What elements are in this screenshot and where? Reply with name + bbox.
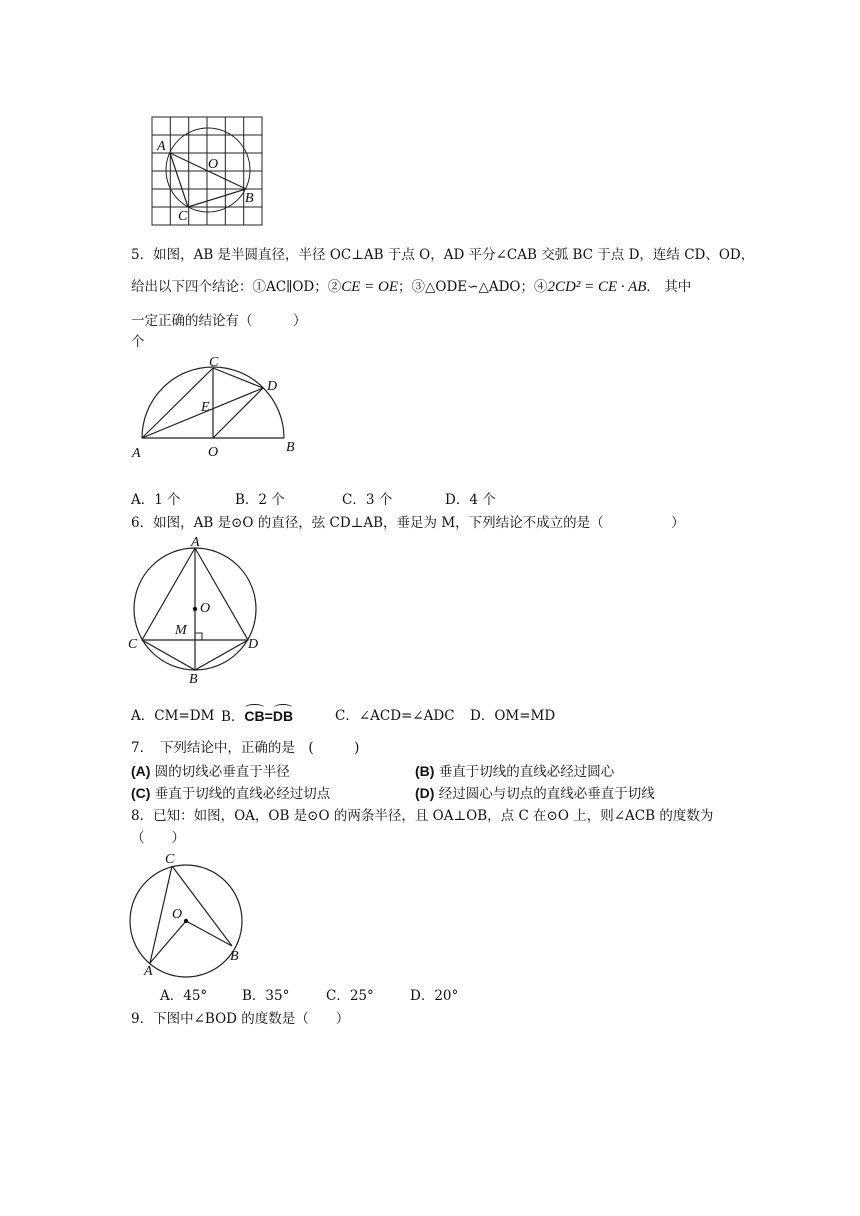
q6-option-d: D．OM=MD (470, 708, 556, 724)
grid-label-b: B (245, 191, 254, 206)
grid-label-o: O (208, 157, 219, 172)
q5-line4: 个 (131, 334, 145, 350)
c6-label-d: D (248, 637, 259, 652)
q5-option-a: A．1 个 (131, 492, 181, 508)
c8-label-b: B (230, 949, 239, 964)
arc-cb: CB (244, 708, 265, 724)
c6-label-m: M (175, 623, 187, 638)
c8-label-c: C (165, 852, 175, 867)
semi-label-a: A (132, 446, 141, 461)
q5-option-d: D．4 个 (445, 492, 496, 508)
q5-formula-cd: 2CD² = CE · AB (547, 279, 647, 295)
q7-b-text: 垂直于切线的直线必经过圆心 (434, 764, 615, 780)
grid-circle-figure (148, 114, 266, 228)
q5-line2 (131, 278, 691, 296)
q6-option-b-prefix: B． (221, 709, 245, 725)
c6-label-c: C (128, 637, 138, 652)
semi-label-e: E (201, 400, 210, 415)
c6-label-a: A (191, 535, 200, 550)
q7-a-tag: (A) (131, 763, 151, 779)
arc-equals: = (264, 708, 273, 724)
c6-label-o: O (200, 601, 211, 616)
semi-label-d: D (267, 379, 278, 394)
circle8-figure (124, 847, 250, 979)
q7-option-a (131, 762, 290, 781)
grid-label-c: C (178, 209, 188, 224)
q6-option-a: A．CM=DM (131, 708, 215, 724)
q7-option-b (415, 762, 614, 781)
q8-option-b: B．35° (242, 988, 290, 1004)
q7-option-d (415, 784, 655, 803)
q7-b-tag: (B) (415, 763, 435, 779)
q7-a-text: 圆的切线必垂直于半径 (150, 764, 290, 780)
semi-label-c: C (209, 355, 219, 370)
q5-line2-a: 给出以下四个结论：①AC∥OD；② (131, 279, 342, 295)
q5-formula-ce-oe: CE = OE (341, 279, 399, 295)
q8-option-d: D．20° (410, 988, 459, 1004)
q5-line3: 一定正确的结论有（ ） (131, 313, 307, 329)
circle6-figure (126, 534, 266, 686)
q7-option-c (131, 784, 330, 803)
q7-c-text: 垂直于切线的直线必经过切点 (150, 786, 331, 802)
q6-option-c: C．∠ACD=∠ADC (335, 708, 455, 724)
q5-line2-b: ；③△ODE∽△ADO；④ (398, 279, 548, 295)
q8-option-c: C．25° (326, 988, 374, 1004)
q7-d-text: 经过圆心与切点的直线必垂直于切线 (434, 786, 655, 802)
c8-label-o: O (172, 907, 183, 922)
c8-label-a: A (144, 964, 153, 979)
q5-option-b: B．2 个 (235, 492, 285, 508)
q5-line1: 5．如图，AB 是半圆直径，半径 OC⊥AB 于点 O，AD 平分∠CAB 交弧 BC 于点 D，连结 CD、OD， (131, 247, 755, 263)
q8-stem-paren: （ ） (131, 830, 185, 846)
q6-option-b (221, 707, 293, 726)
q8-option-a: A．45° (160, 988, 208, 1004)
q8-stem: 8．已知：如图，OA，OB 是⊙O 的两条半径，且 OA⊥OB，点 C 在⊙O 上，则∠ACB 的度数为 (131, 808, 714, 824)
c6-label-b: B (189, 672, 198, 686)
semi-label-o: O (208, 445, 219, 460)
q6-stem: 6．如图，AB 是⊙O 的直径，弦 CD⊥AB，垂足为 M，下列结论不成立的是（ ） (131, 515, 685, 531)
q5-line2-c: ． 其中 (646, 279, 692, 295)
semi-label-b: B (286, 440, 295, 455)
grid-label-a: A (157, 139, 166, 154)
q5-option-c: C．3 个 (342, 492, 393, 508)
q7-stem: 7． 下列结论中，正确的是 ( ) (131, 740, 360, 756)
semicircle-figure (128, 352, 308, 462)
arc-db: DB (272, 708, 294, 724)
q7-c-tag: (C) (131, 785, 151, 801)
q9-stem: 9．下图中∠BOD 的度数是（ ） (131, 1011, 350, 1027)
q7-d-tag: (D) (415, 785, 435, 801)
